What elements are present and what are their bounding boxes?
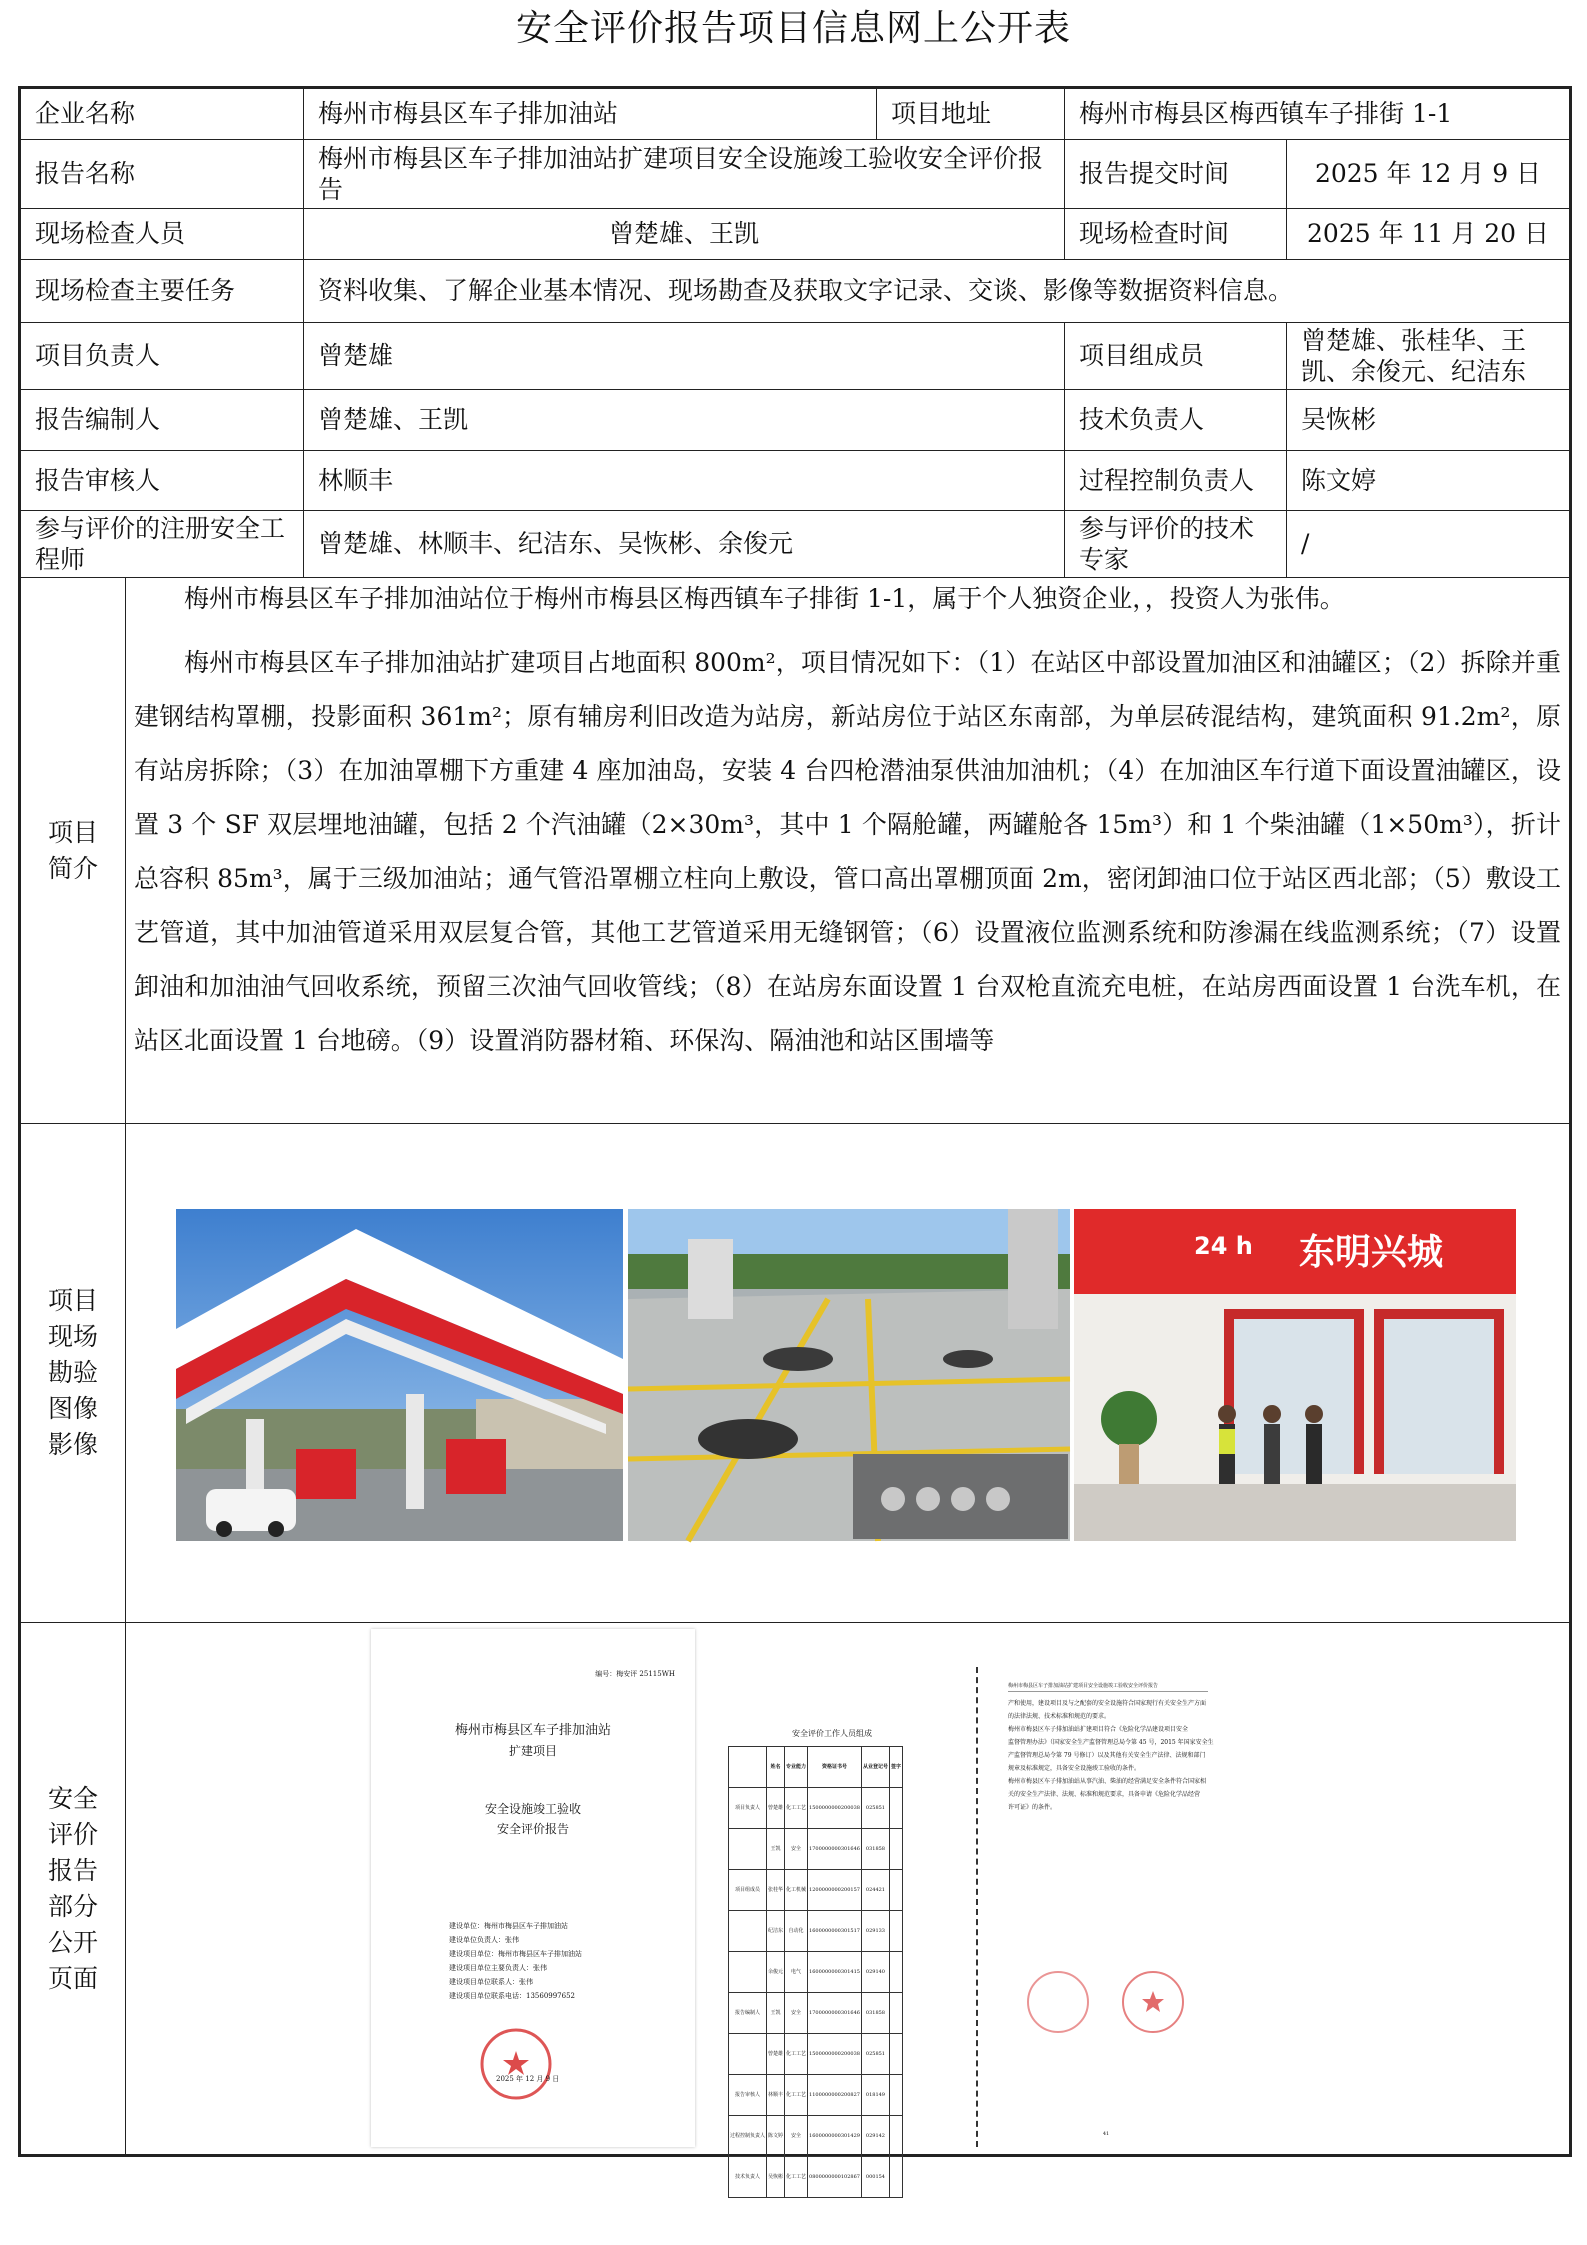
staff-table-cell [889,1911,902,1952]
conclusion-page-number: 41 [1102,2131,1110,2137]
photos-label-text: 项目现场勘验图像影像 [47,1286,98,1459]
staff-table-cell: 1200000000200157 [808,1870,862,1911]
row-compiler [20,390,1571,451]
row-report-name [20,140,1571,209]
staff-table-cell [889,2075,902,2116]
staff-table-cell: 1700000000301646 [808,1993,862,2034]
staff-table-row [729,1870,903,1911]
cover-info-line: 建设项目单位主要负责人：张伟 [449,1964,547,1972]
staff-table-row [729,2034,903,2075]
cover-title-line2: 扩建项目 [508,1744,557,1758]
report-name-value: 梅州市梅县区车子排加油站扩建项目安全设施竣工验收安全评价报告 [304,140,1065,209]
staff-table-cell: 031858 [861,1993,889,2034]
tech-value: 吴恢彬 [1287,390,1571,451]
photo-station-shop [1074,1209,1516,1541]
row-intro [20,578,1571,1124]
cover-seal-stamp [476,2024,556,2104]
leader-value: 曾楚雄 [304,323,1065,390]
staff-table-row [729,2116,903,2157]
staff-table-cell: 1100000000200827 [808,2075,862,2116]
company-label: 企业名称 [20,88,304,140]
staff-table-cell: 029142 [861,2116,889,2157]
staff-table-cell: 陈文婷 [767,2116,785,2157]
report-pages-cell [126,1623,1571,2180]
staff-table-cell [889,1952,902,1993]
staff-table-cell: 031858 [861,1829,889,1870]
staff-table-cell: 化工工艺 [785,2034,808,2075]
row-company [20,88,1571,140]
staff-table-cell [889,2157,902,2198]
engineers-label: 参与评价的注册安全工程师 [20,511,304,578]
cover-info-line: 建设项目单位联系电话：13560997652 [449,1992,575,2000]
staff-table-cell: 000154 [861,2157,889,2198]
staff-table-header-row [729,1747,903,1788]
report-staff-page [698,1661,966,2180]
staff-table-cell: 化工工艺 [785,1788,808,1829]
staff-table-cell [729,1911,767,1952]
compiler-label: 报告编制人 [20,390,304,451]
task-value: 资料收集、了解企业基本情况、现场勘查及获取文字记录、交谈、影像等数据资料信息。 [304,260,1571,323]
row-leader [20,323,1571,390]
staff-table-cell [729,1952,767,1993]
conclusion-line: 许可证》的条件。 [1008,1804,1057,1811]
conclusion-line: 梅州市梅县区车子排加油站扩建项目符合《危险化学品建设项目安全 [1008,1726,1189,1733]
intro-paragraph-2: 梅州市梅县区车子排加油站扩建项目占地面积 800m²，项目情况如下：（1）在站区中部设置加油区和油罐区；（2）拆除并重建钢结构罩棚，投影面积 361m²；原有辅房利旧改造为站房，新站房位于站区东南部，为单层砖混结构，建筑面积 91.2m²，原有站房拆除；（3）在加油罩棚下方重建 4 座加油岛，安装 4 台四枪潜油泵供油加油机；（4）在加油区车行道下面设置油罐区，设置 3 个 SF 双层埋地油罐，包括 2 个汽油罐（2×30m³，其中 1 个隔舱罐，两罐舱各 15m³）和 1 个柴油罐（1×50m³），折计总容积 85m³，属于三级加油站；通气管沿罩棚立柱向上敷设，管口高出罩棚顶面 2m，密闭卸油口位于站区西北部；（5）敷设工艺管道，其中加油管道采用双层复合管，其他工艺管道采用无缝钢管；（6）设置液位监测系统和防渗漏在线监测系统；（7）设置卸油和加油油气回收系统，预留三次油气回收管线；（8）在站房东面设置 1 台双枪直流充电桩，在站房西面设置 1 台洗车机，在站区北面设置 1 台地磅。（9）设置消防器材箱、环保沟、隔油池和站区围墙等 [134,648,1562,1055]
inspect-time-value: 2025 年 11 月 20 日 [1287,209,1571,260]
inspectors-label: 现场检查人员 [20,209,304,260]
staff-table [728,1746,903,2198]
staff-table-cell: 安全 [785,2116,808,2157]
cover-subtitle-line1: 安全设施竣工验收 [484,1802,581,1816]
station-shop-image [1074,1209,1516,1541]
task-label: 现场检查主要任务 [20,260,304,323]
staff-table-cell [889,1993,902,2034]
staff-table-cell [889,1829,902,1870]
staff-table-cell: 安全 [785,1993,808,2034]
staff-table-cell: 项目负责人 [729,1788,767,1829]
staff-table-cell: 029133 [861,1911,889,1952]
cover-info-list [449,1919,679,2003]
staff-table-cell: 化工工艺 [785,2157,808,2198]
staff-table-cell [729,1829,767,1870]
staff-table-cell: 报告审核人 [729,2075,767,2116]
leader-label: 项目负责人 [20,323,304,390]
report-pages-label [20,1623,126,2156]
submit-time-label: 报告提交时间 [1065,140,1287,209]
experts-label: 参与评价的技术专家 [1065,511,1287,578]
conclusion-line: 监督管理办法》（国家安全生产监督管理总局令第 45 号，2015 年国家安全生 [1008,1739,1214,1746]
reviewer-value: 林顺丰 [304,451,1065,511]
forecourt-tanks-image [628,1209,1070,1541]
process-value: 陈文婷 [1287,451,1571,511]
staff-table-cell: 王凯 [767,1993,785,2034]
members-value: 曾楚雄、张桂华、王凯、余俊元、纪洁东 [1287,323,1571,390]
page-title: 安全评价报告项目信息网上公开表 [515,8,1071,49]
staff-table-cell: 技术负责人 [729,2157,767,2198]
photo-gas-station-canopy [176,1209,623,1541]
info-table [18,86,1572,2180]
shop-sign-name: 东明兴城 [1299,1232,1444,1273]
address-value: 梅州市梅县区梅西镇车子排街 1-1 [1065,88,1571,140]
cover-date: 2025 年 12 月 9 日 [496,2075,560,2083]
conclusion-seal-stamps [1018,1967,1198,2037]
row-reviewer [20,451,1571,511]
intro-label-text: 项目简介 [47,817,98,883]
staff-table-cell: 1700000000301646 [808,1829,862,1870]
staff-table-row [729,2157,903,2198]
staff-table-row [729,1993,903,2034]
staff-table-cell: 项目组成员 [729,1870,767,1911]
company-value: 梅州市梅县区车子排加油站 [304,88,877,140]
staff-table-row [729,2075,903,2116]
staff-table-row [729,1911,903,1952]
row-inspectors [20,209,1571,260]
staff-table-cell: 029140 [861,1952,889,1993]
experts-value: / [1287,511,1571,578]
row-photos [20,1124,1571,1623]
staff-table-cell: 025851 [861,2034,889,2075]
cover-serial: 编号：梅安评 25115WH [595,1670,675,1678]
photos-label [20,1124,126,1623]
staff-table-cell [729,1747,767,1788]
staff-table-cell: 姓名 [767,1747,785,1788]
staff-table-cell: 018149 [861,2075,889,2116]
tech-label: 技术负责人 [1065,390,1287,451]
conclusion-line: 产和使用，建设项目及与之配套的安全设施符合国家现行有关安全生产方面 [1008,1700,1207,1707]
gas-station-canopy-image [176,1209,623,1541]
photo-forecourt-tanks [628,1209,1070,1541]
staff-table-cell [889,2034,902,2075]
report-name-label: 报告名称 [20,140,304,209]
conclusion-line: 产监督管理总局令第 79 号修订）以及其他有关安全生产法律、法规和部门 [1008,1752,1206,1759]
conclusion-line: 梅州市梅县区车子排加油站从事汽油、柴油的经营满足安全条件符合国家相 [1008,1778,1207,1785]
staff-table-cell: 余俊元 [767,1952,785,1993]
reviewer-label: 报告审核人 [20,451,304,511]
cover-subtitle-line2: 安全评价报告 [496,1822,569,1836]
staff-table-cell: 签字 [889,1747,902,1788]
staff-table-cell [889,1870,902,1911]
cover-info-line: 建设单位负责人：张伟 [449,1936,519,1944]
cover-title-line1: 梅州市梅县区车子排加油站 [454,1723,611,1738]
members-label: 项目组成员 [1065,323,1287,390]
staff-table-row [729,1829,903,1870]
conclusion-line: 关的安全生产法律、法规、标准和规范要求，具备申请《危险化学品经营 [1008,1791,1201,1798]
staff-table-cell: 吴恢彬 [767,2157,785,2198]
staff-table-cell: 从业登记号 [861,1747,889,1788]
staff-table-cell: 曾楚雄 [767,1788,785,1829]
cover-info-line: 建设项目单位联系人：张伟 [449,1978,533,1986]
conclusion-header: 梅州市梅县区车子排加油站扩建项目安全设施竣工验收安全评价报告 [1008,1681,1208,1692]
conclusion-line: 规章及标准规定，具备安全设施竣工验收的条件。 [1008,1765,1141,1772]
staff-table-cell: 资格证书号 [808,1747,862,1788]
row-engineers [20,511,1571,578]
staff-table-cell: 自动化 [785,1911,808,1952]
inspectors-value: 曾楚雄、王凯 [304,209,1065,260]
cover-info-line: 建设项目单位：梅州市梅县区车子排加油站 [449,1950,582,1958]
cover-info-line: 建设单位：梅州市梅县区车子排加油站 [449,1922,568,1930]
staff-table-cell: 王凯 [767,1829,785,1870]
staff-table-cell: 曾楚雄 [767,2034,785,2075]
staff-table-cell: 报告编制人 [729,1993,767,2034]
staff-table-cell: 化工工艺 [785,2075,808,2116]
photos-cell [126,1124,1571,1623]
staff-table-cell: 张桂华 [767,1870,785,1911]
staff-table-row [729,1788,903,1829]
staff-table-cell [729,2034,767,2075]
intro-label [20,578,126,1124]
inspect-time-label: 现场检查时间 [1065,209,1287,260]
staff-table-cell: 1600000000301415 [808,1952,862,1993]
staff-table-cell: 安全 [785,1829,808,1870]
intro-content [126,578,1571,1124]
row-report-pages [20,1623,1571,2156]
report-conclusion-page [976,1667,1234,2147]
staff-table-cell: 1600000000301517 [808,1911,862,1952]
staff-table-title: 安全评价工作人员组成 [792,1729,872,1738]
report-pages-label-text: 安全评价报告部分公开页面 [47,1783,98,1993]
staff-table-cell: 过程控制负责人 [729,2116,767,2157]
staff-table-cell: 025851 [861,1788,889,1829]
staff-table-cell: 0800000000102867 [808,2157,862,2198]
staff-table-cell: 纪洁东 [767,1911,785,1952]
staff-table-cell: 电气 [785,1952,808,1993]
submit-time-value: 2025 年 12 月 9 日 [1287,140,1571,209]
staff-table-cell: 化工机械 [785,1870,808,1911]
address-label: 项目地址 [877,88,1065,140]
conclusion-line: 的法律法规、技术标准和规范的要求。 [1008,1713,1111,1720]
shop-sign-hours: 24 h [1194,1232,1253,1260]
conclusion-text [1008,1697,1218,1814]
report-cover-page [371,1629,695,2147]
compiler-value: 曾楚雄、王凯 [304,390,1065,451]
row-task [20,260,1571,323]
staff-table-cell [889,2116,902,2157]
staff-table-cell: 1500000000200038 [808,1788,862,1829]
staff-table-cell: 专业能力 [785,1747,808,1788]
staff-table-cell: 1500000000200038 [808,2034,862,2075]
staff-table-cell: 林顺丰 [767,2075,785,2116]
process-label: 过程控制负责人 [1065,451,1287,511]
staff-table-cell: 1600000000301429 [808,2116,862,2157]
staff-table-row [729,1952,903,1993]
staff-table-cell: 024421 [861,1870,889,1911]
engineers-value: 曾楚雄、林顺丰、纪洁东、吴恢彬、余俊元 [304,511,1065,578]
staff-table-cell [889,1788,902,1829]
intro-paragraph-1: 梅州市梅县区车子排加油站位于梅州市梅县区梅西镇车子排街 1-1，属于个人独资企业，，投资人为张伟。 [184,584,1345,613]
